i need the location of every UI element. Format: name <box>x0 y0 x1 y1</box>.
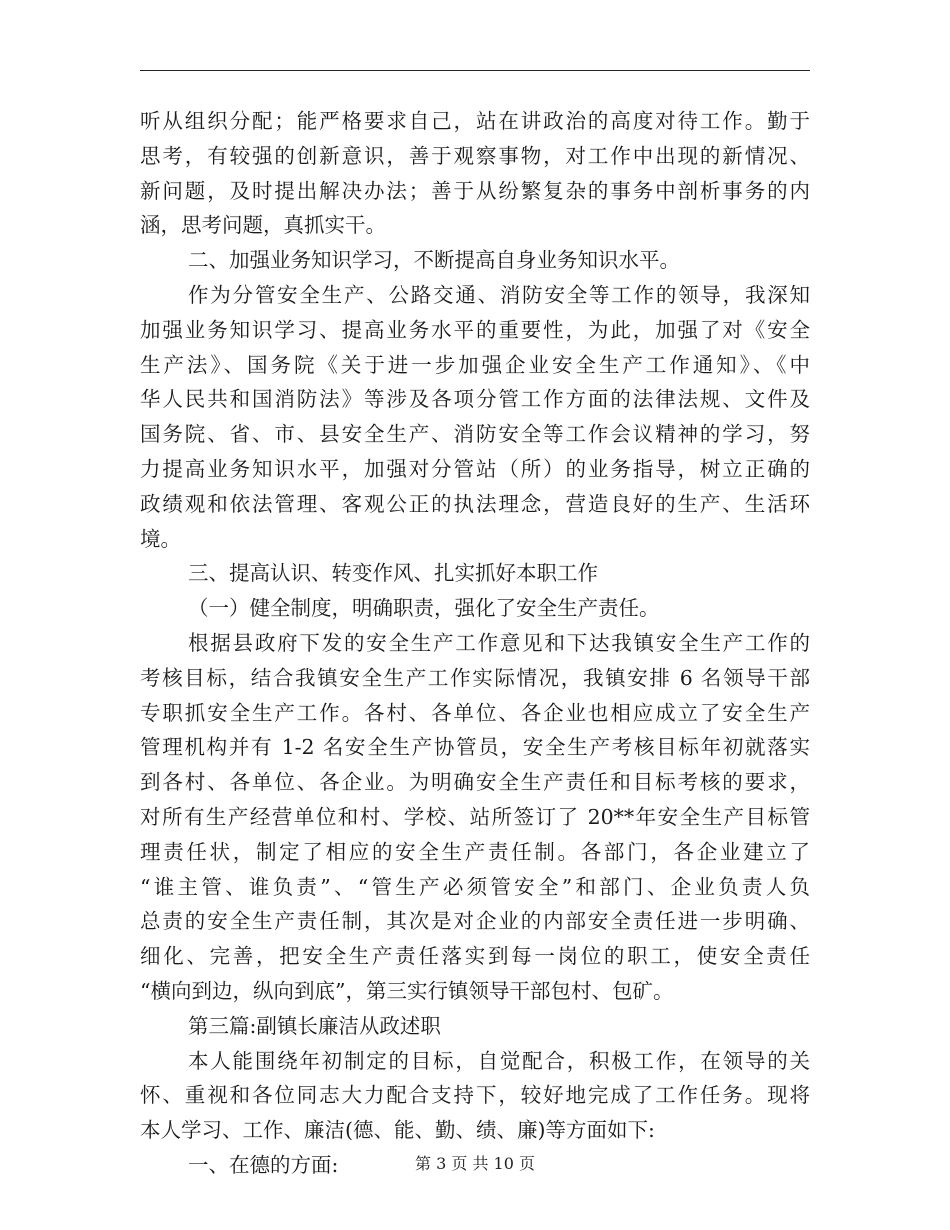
text-line: 政绩观和依法管理、客观公正的执法理念，营造良好的生产、生活环 <box>140 491 810 516</box>
text-line: 思考，有较强的创新意识，善于观察事物，对工作中出现的新情况、 <box>140 143 810 168</box>
text-line: 管理机构并有 1-2 名安全生产协管员，安全生产考核目标年初就落实 <box>140 735 810 760</box>
text-line: 理责任状，制定了相应的安全生产责任制。各部门，各企业建立了 <box>140 839 810 864</box>
page-number: 第 3 页 共 10 页 <box>415 1154 535 1173</box>
document-body <box>140 104 810 1183</box>
text-line: 涵，思考问题，真抓实干。 <box>140 213 386 238</box>
text-line: 三、提高认识、转变作风、扎实抓好本职工作 <box>188 561 598 586</box>
text-line: 总责的安全生产责任制，其次是对企业的内部安全责任进一步明确、 <box>140 909 810 934</box>
text-line: 华人民共和国消防法》等涉及各项分管工作方面的法律法规、文件及 <box>140 387 810 412</box>
text-line: 本人能围绕年初制定的目标，自觉配合，积极工作，在领导的关 <box>188 1048 810 1073</box>
text-line: 国务院、省、市、县安全生产、消防安全等工作会议精神的学习，努 <box>140 422 810 447</box>
text-line: 作为分管安全生产、公路交通、消防安全等工作的领导，我深知 <box>188 282 810 307</box>
text-line: “横向到边，纵向到底”，第三实行镇领导干部包村、包矿。 <box>140 978 674 1003</box>
text-line: 二、加强业务知识学习，不断提高自身业务知识水平。 <box>188 248 680 273</box>
text-line: 怀、重视和各位同志大力配合支持下，较好地完成了工作任务。现将 <box>140 1083 810 1108</box>
text-line: 生产法》、国务院《关于进一步加强企业安全生产工作通知》、《中 <box>140 352 810 377</box>
text-line: （一）健全制度，明确职责，强化了安全生产责任。 <box>188 596 660 621</box>
text-line: 一、在德的方面: <box>188 1152 339 1177</box>
text-line: 第三篇:副镇长廉洁从政述职 <box>188 1013 441 1038</box>
text-line: 加强业务知识学习、提高业务水平的重要性，为此，加强了对《安全 <box>140 317 810 342</box>
text-line: “谁主管、谁负责”、“管生产必须管安全”和部门、企业负责人负 <box>140 874 810 899</box>
text-line: 本人学习、工作、廉洁(德、能、勤、绩、廉)等方面如下: <box>140 1118 655 1143</box>
text-line: 听从组织分配；能严格要求自己，站在讲政治的高度对待工作。勤于 <box>140 109 810 133</box>
text-line: 根据县政府下发的安全生产工作意见和下达我镇安全生产工作的 <box>188 630 810 655</box>
text-line: 细化、完善，把安全生产责任落实到每一岗位的职工，使安全责任 <box>140 944 810 969</box>
text-line: 力提高业务知识水平，加强对分管站（所）的业务指导，树立正确的 <box>140 456 810 481</box>
text-line: 考核目标，结合我镇安全生产工作实际情况，我镇安排 6 名领导干部 <box>140 665 810 690</box>
text-line: 专职抓安全生产工作。各村、各单位、各企业也相应成立了安全生产 <box>140 700 810 725</box>
text-line: 境。 <box>140 526 181 551</box>
header-rule <box>140 70 810 71</box>
text-line: 到各村、各单位、各企业。为明确安全生产责任和目标考核的要求， <box>140 770 810 795</box>
text-line: 对所有生产经营单位和村、学校、站所签订了 20**年安全生产目标管 <box>140 804 810 829</box>
text-line: 新问题，及时提出解决办法；善于从纷繁复杂的事务中剖析事务的内 <box>140 178 810 203</box>
